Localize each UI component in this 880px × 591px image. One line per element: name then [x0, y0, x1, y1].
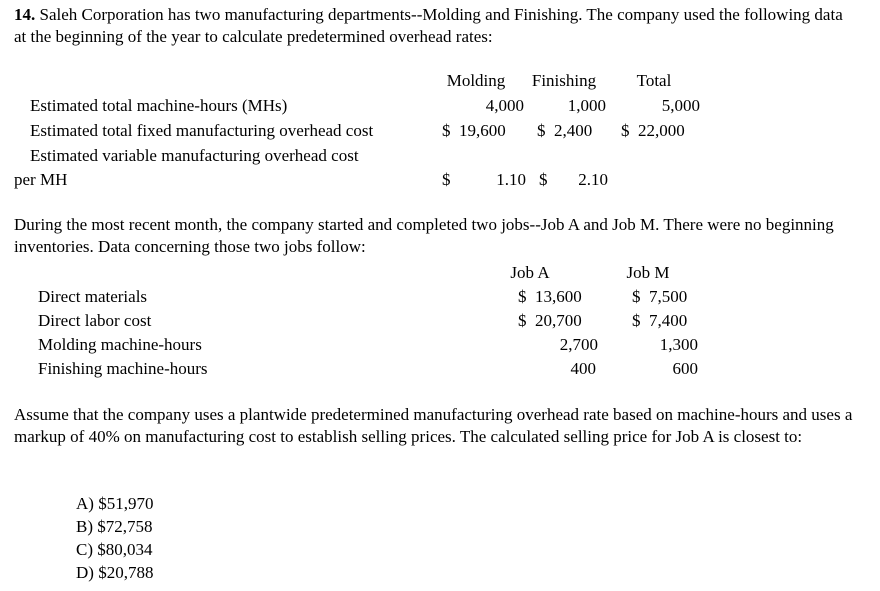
jobs-header-job-a: Job A	[510, 263, 550, 282]
option-c[interactable]: C) $80,034	[76, 540, 153, 559]
option-a[interactable]: A) $51,970	[76, 494, 154, 513]
question-intro	[14, 4, 854, 48]
overhead-row-label: Estimated variable manufacturing overhead cost	[30, 146, 359, 165]
overhead-header-finishing: Finishing	[531, 71, 597, 90]
jobs-row-label: Direct labor cost	[38, 311, 152, 330]
overhead-cell-finishing: $ 2,400	[537, 121, 593, 140]
overhead-header-molding: Molding	[446, 71, 506, 90]
overhead-cell-total: $ 22,000	[621, 121, 685, 140]
jobs-cell-job-m: $ 7,400	[632, 311, 688, 330]
overhead-row-label-continued: per MH	[14, 170, 68, 189]
jobs-cell-job-m: 1,300	[659, 335, 698, 354]
jobs-cell-job-a: $ 13,600	[518, 287, 582, 306]
overhead-cell-total: 5,000	[661, 96, 700, 115]
overhead-row-label: Estimated total fixed manufacturing overhead cost	[30, 121, 374, 140]
overhead-header-total: Total	[636, 71, 672, 90]
overhead-cell-molding-currency: $	[442, 170, 451, 189]
jobs-row-label: Direct materials	[38, 287, 148, 306]
overhead-cell-molding: $ 19,600	[442, 121, 506, 140]
option-b[interactable]: B) $72,758	[76, 517, 153, 536]
question-prompt: Assume that the company uses a plantwide predetermined manufacturing overhead rate based on machine-hours and uses a markup of 40% on manufacturing cost to establish selling prices. The calculated selling price for Job A is closest to:	[14, 405, 853, 446]
jobs-cell-job-a: $ 20,700	[518, 311, 582, 330]
jobs-header-job-m: Job M	[626, 263, 670, 282]
jobs-cell-job-m: 600	[672, 359, 698, 378]
overhead-cell-finishing: 2.10	[578, 170, 608, 189]
jobs-cell-job-a: 400	[570, 359, 596, 378]
overhead-cell-molding: 4,000	[485, 96, 524, 115]
jobs-cell-job-m: $ 7,500	[632, 287, 688, 306]
jobs-row-label: Molding machine-hours	[38, 335, 202, 354]
jobs-intro: During the most recent month, the company started and completed two jobs--Job A and Job M. There were no beginning inventories. Data concerning those two jobs follow:	[14, 215, 834, 256]
jobs-cell-job-a: 2,700	[559, 335, 598, 354]
question-number: 14.	[14, 5, 36, 24]
option-d[interactable]: D) $20,788	[76, 563, 154, 582]
overhead-cell-molding: 1.10	[496, 170, 526, 189]
overhead-cell-finishing: 1,000	[567, 96, 606, 115]
question-intro-text: Saleh Corporation has two manufacturing departments--Molding and Finishing. The company used the following data at the beginning of the year to calculate predetermined overhead rates:	[14, 5, 843, 46]
overhead-cell-finishing-currency: $	[539, 170, 548, 189]
jobs-row-label: Finishing machine-hours	[38, 359, 208, 378]
overhead-row-label: Estimated total machine-hours (MHs)	[30, 96, 288, 115]
